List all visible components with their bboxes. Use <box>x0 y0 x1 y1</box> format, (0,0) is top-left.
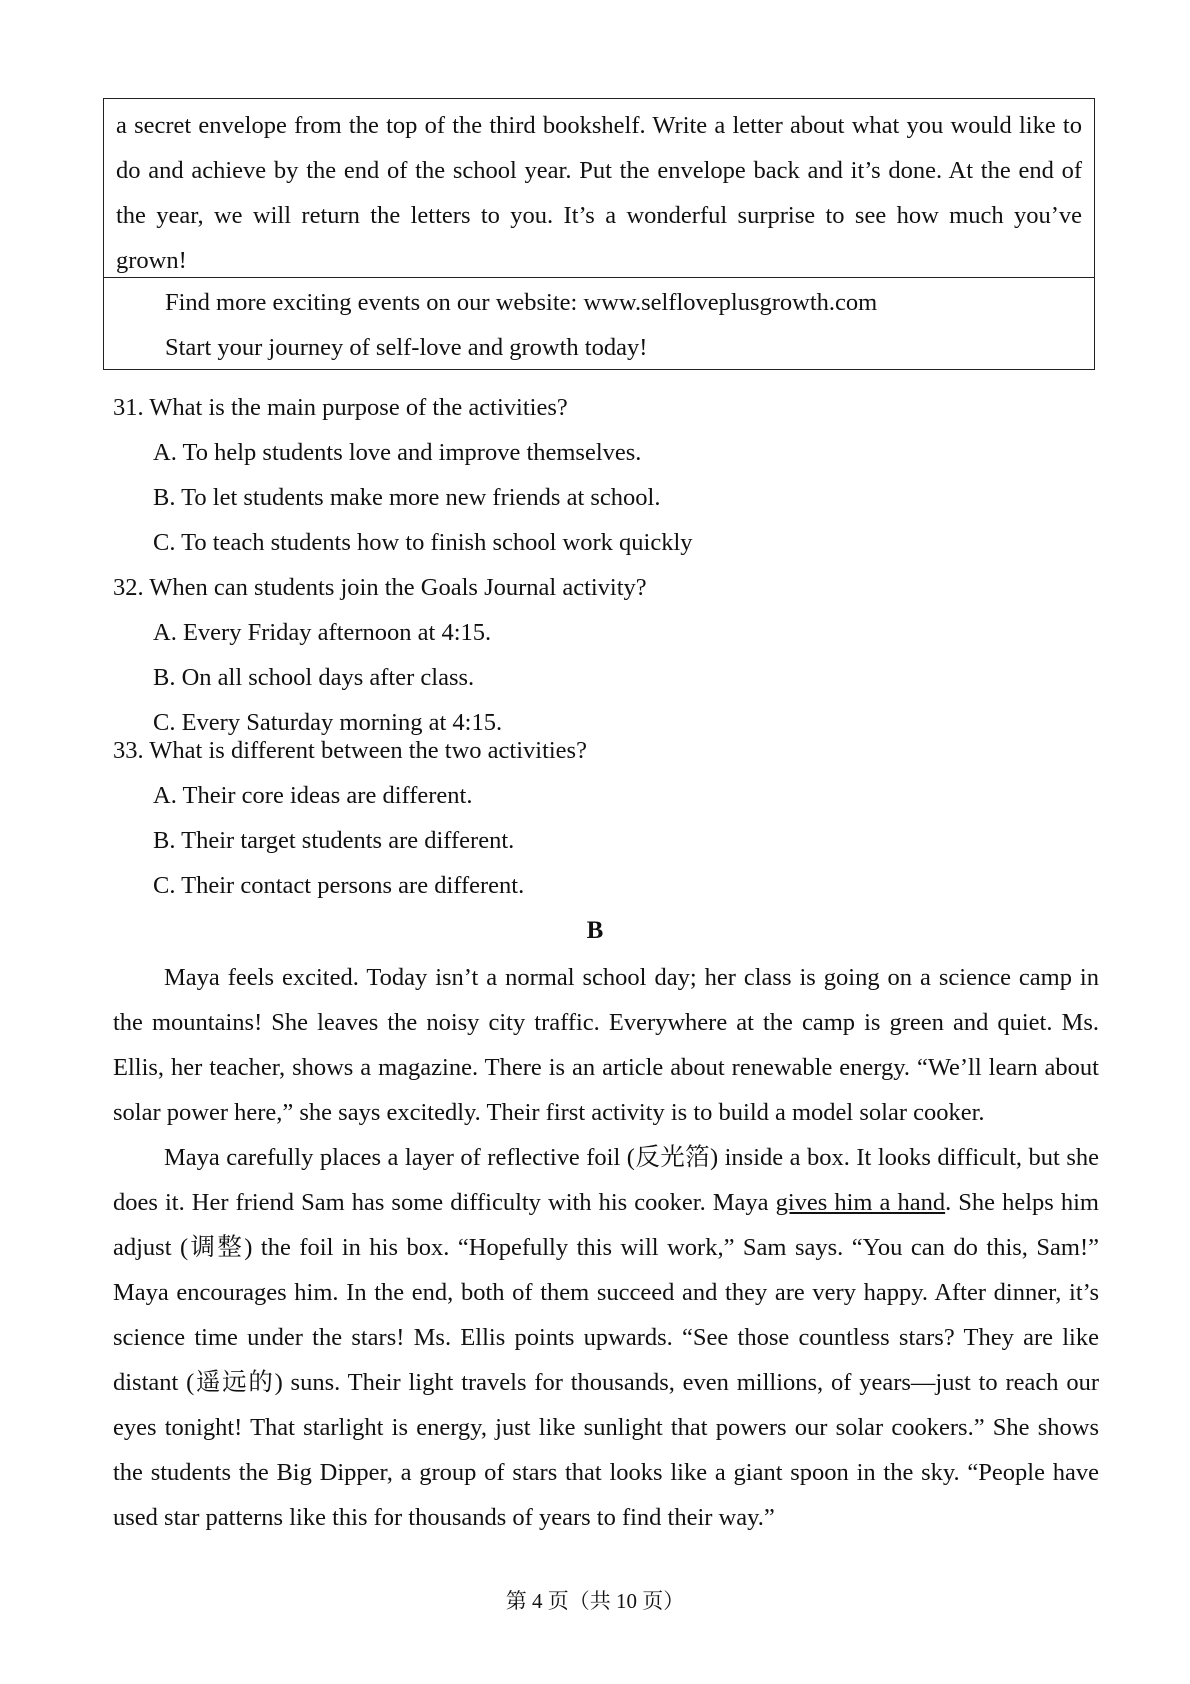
passage-paragraph-1: Maya feels excited. Today isn’t a normal school day; her class is going on a science camp in the mountains! She leaves the noisy city traffic. Everywhere at the camp is green and quiet. Ms. Ellis, her teacher, shows a magazine. There is an article about renewable energy. “We’ll learn about solar power here,” she says excitedly. Their first activity is to build a model solar cooker. <box>113 964 1099 1126</box>
option-b: B. To let students make more new friends at school. <box>153 484 661 511</box>
question-33 <box>113 728 1093 908</box>
question-32 <box>113 565 1093 745</box>
info-box-paragraph: a secret envelope from the top of the third bookshelf. Write a letter about what you would like to do and achieve by the end of the school year. Put the envelope back and it’s done. At the end of the year, we will return the letters to you. It’s a wonderful surprise to see how much you’ve grown! <box>116 112 1082 274</box>
question-stem: 32. When can students join the Goals Journal activity? <box>113 574 647 601</box>
option-b: B. Their target students are different. <box>153 827 515 854</box>
section-heading: B <box>586 917 604 944</box>
option-c: C. To teach students how to finish school work quickly <box>153 529 693 556</box>
option-a: A. Their core ideas are different. <box>153 782 473 809</box>
reading-passage <box>113 955 1099 1540</box>
question-stem: 33. What is different between the two activities? <box>113 737 587 764</box>
page-number: 第 4 页（共 10 页） <box>505 1589 685 1613</box>
paragraph-text-before: Maya carefully places a layer of reflective foil (反光箔) inside a box. It looks difficult, but she does it. Her friend Sam has some difficulty with his cooker. Maya <box>113 1144 1099 1216</box>
option-b: B. On all school days after class. <box>153 664 475 691</box>
question-31 <box>113 385 1093 565</box>
question-stem: 31. What is the main purpose of the activities? <box>113 394 568 421</box>
info-box-top <box>103 98 1095 278</box>
info-box-bottom <box>103 278 1095 370</box>
website-line: Find more exciting events on our website: www.selfloveplusgrowth.com <box>165 289 878 316</box>
option-c: C. Their contact persons are different. <box>153 872 525 899</box>
option-a: A. Every Friday afternoon at 4:15. <box>153 619 492 646</box>
passage-paragraph-2 <box>113 1135 1099 1540</box>
option-a: A. To help students love and improve themselves. <box>153 439 642 466</box>
underlined-phrase: gives him a hand <box>775 1189 946 1216</box>
closing-line: Start your journey of self-love and growth today! <box>165 333 648 361</box>
paragraph-text-after: . She helps him adjust (调整) the foil in his box. “Hopefully this will work,” Sam says. “You can do this, Sam!” Maya encourages him. In the end, both of them succeed and they are very happy. After dinner, it’s science time under the stars! Ms. Ellis points upwards. “See those countless stars? They are like distant (遥远的) suns. Their light travels for thousands, even millions, of years—just to reach our eyes tonight! That starlight is energy, just like sunlight that powers our solar cookers.” She shows the students the Big Dipper, a group of stars that looks like a giant spoon in the sky. “People have used star patterns like this for thousands of years to find their way.” <box>113 1189 1099 1531</box>
option-c: C. Every Saturday morning at 4:15. <box>153 709 503 736</box>
